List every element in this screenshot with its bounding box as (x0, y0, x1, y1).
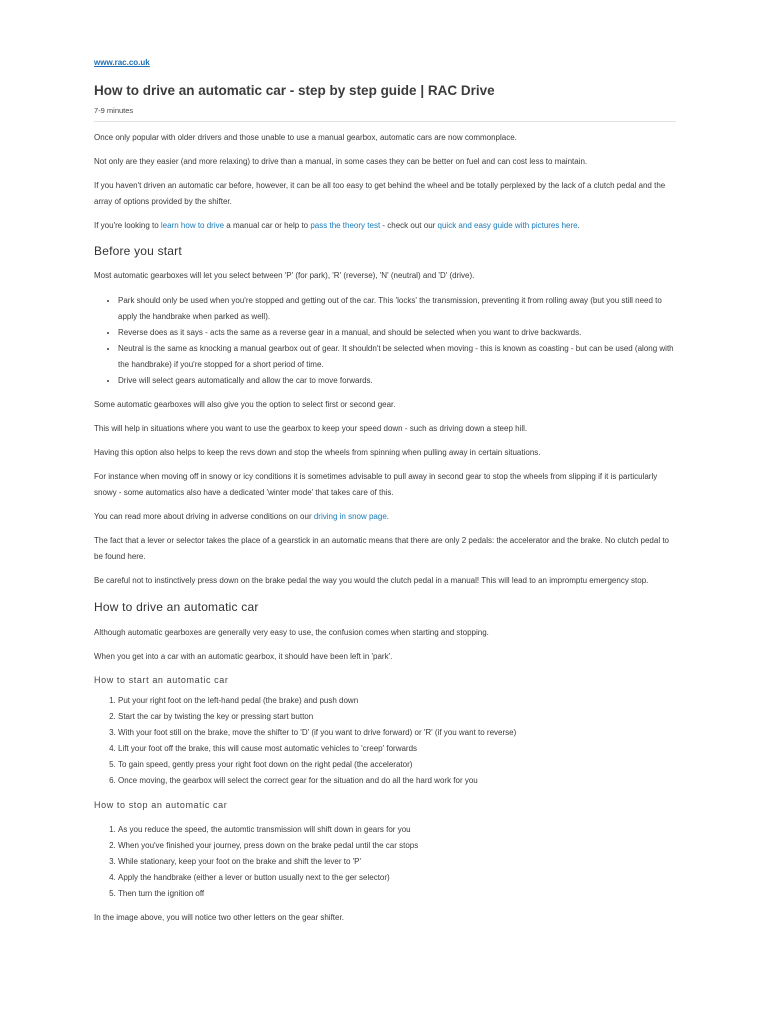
snow-paragraph (94, 509, 676, 525)
intro-paragraph-2: Not only are they easier (and more relaxing) to drive than a manual, in some cases they can be better on fuel and can cost less to maintain. (94, 157, 588, 166)
section-heading-how-to-drive: How to drive an automatic car (94, 600, 259, 614)
paragraph: For instance when moving off in snowy or icy conditions it is sometimes advisable to pull away in second gear to stop the wheels from slipping if it is particularly snowy - some automatics also have a dedicated 'winter mode' that takes care of this. (94, 472, 658, 497)
subheading-start-car: How to start an automatic car (94, 675, 229, 685)
list-item: • Drive will select gears automatically and allow the car to move forwards. (118, 373, 676, 389)
driving-in-snow-link[interactable]: driving in snow page (313, 512, 387, 521)
divider (94, 121, 676, 122)
gears-lead-paragraph: Most automatic gearboxes will let you select between 'P' (for park), 'R' (reverse), 'N' (neutral) and 'D' (drive). (94, 271, 475, 280)
paragraph: Be careful not to instinctively press down on the brake pedal the way you would the clutch pedal in a manual! This will lead to an impromptu emergency stop. (94, 576, 649, 585)
list-item: • Neutral is the same as knocking a manual gearbox out of gear. It shouldn't be selected when moving - this is known as coasting - but can be used (along with the handbrake) if you're stopped for a short period of time. (118, 341, 676, 373)
list-item: 4. Lift your foot off the brake, this will cause most automatic vehicles to 'creep' forwards (118, 741, 676, 757)
list-item: 1. Put your right foot on the left-hand pedal (the brake) and push down (118, 693, 676, 709)
links-text-mid1: a manual car or help to (224, 221, 311, 230)
paragraph: Some automatic gearboxes will also give you the option to select first or second gear. (94, 400, 396, 409)
paragraph: Although automatic gearboxes are generally very easy to use, the confusion comes when starting and stopping. (94, 628, 489, 637)
page-title: How to drive an automatic car - step by step guide | RAC Drive (94, 83, 495, 98)
subheading-stop-car: How to stop an automatic car (94, 800, 228, 810)
list-item: 3. While stationary, keep your foot on the brake and shift the lever to 'P' (118, 854, 676, 870)
source-link[interactable]: www.rac.co.uk (94, 58, 150, 67)
section-heading-before-you-start: Before you start (94, 244, 182, 258)
list-item: 2. When you've finished your journey, press down on the brake pedal until the car stops (118, 838, 676, 854)
snow-text-pre: You can read more about driving in adverse conditions on our (94, 512, 314, 521)
links-text-pre: If you're looking to (94, 221, 161, 230)
guide-with-pictures-link[interactable]: quick and easy guide with pictures here (437, 221, 578, 230)
list-item: 4. Apply the handbrake (either a lever or button usually next to the ger selector) (118, 870, 676, 886)
snow-text-post: . (386, 512, 390, 521)
stop-steps-list (94, 822, 676, 902)
list-item: 5. Then turn the ignition off (118, 886, 676, 902)
paragraph: The fact that a lever or selector takes the place of a gearstick in an automatic means that there are only 2 pedals: the accelerator and the brake. No clutch pedal to be found here. (94, 536, 669, 561)
intro-paragraph-3: If you haven't driven an automatic car before, however, it can be all too easy to get behind the wheel and be totally perplexed by the lack of a clutch pedal and the array of options provided by the shifter. (94, 181, 666, 206)
paragraph: This will help in situations where you want to use the gearbox to keep your speed down - such as driving down a steep hill. (94, 424, 528, 433)
learn-to-drive-link[interactable]: learn how to drive (160, 221, 225, 230)
theory-test-link[interactable]: pass the theory test (310, 221, 381, 230)
list-item: 1. As you reduce the speed, the automtic transmission will shift down in gears for you (118, 822, 676, 838)
article (94, 58, 676, 926)
links-text-post: . (577, 221, 580, 230)
list-item: 5. To gain speed, gently press your right foot down on the right pedal (the accelerator) (118, 757, 676, 773)
list-item: • Reverse does as it says - acts the same as a reverse gear in a manual, and should be selected when you want to drive backwards. (118, 325, 676, 341)
start-steps-list (94, 693, 676, 789)
gear-options-list (94, 293, 676, 389)
links-paragraph (94, 218, 676, 234)
links-text-mid2: - check out our (380, 221, 438, 230)
list-item: 3. With your foot still on the brake, move the shifter to 'D' (if you want to drive forward) or 'R' (if you want to reverse) (118, 725, 676, 741)
list-item: 2. Start the car by twisting the key or pressing start button (118, 709, 676, 725)
paragraph: Having this option also helps to keep the revs down and stop the wheels from spinning when pulling away in certain situations. (94, 448, 541, 457)
closing-paragraph: In the image above, you will notice two other letters on the gear shifter. (94, 913, 344, 922)
paragraph: When you get into a car with an automatic gearbox, it should have been left in 'park'. (94, 652, 393, 661)
intro-paragraph-1: Once only popular with older drivers and those unable to use a manual gearbox, automatic cars are now commonplace. (94, 133, 517, 142)
list-item: • Park should only be used when you're stopped and getting out of the car. This 'locks' the transmission, preventing it from rolling away (but you still need to apply the handbrake when parked as well). (118, 293, 676, 325)
list-item: 6. Once moving, the gearbox will select the correct gear for the situation and do all the hard work for you (118, 773, 676, 789)
read-time: 7-9 minutes (94, 106, 134, 115)
